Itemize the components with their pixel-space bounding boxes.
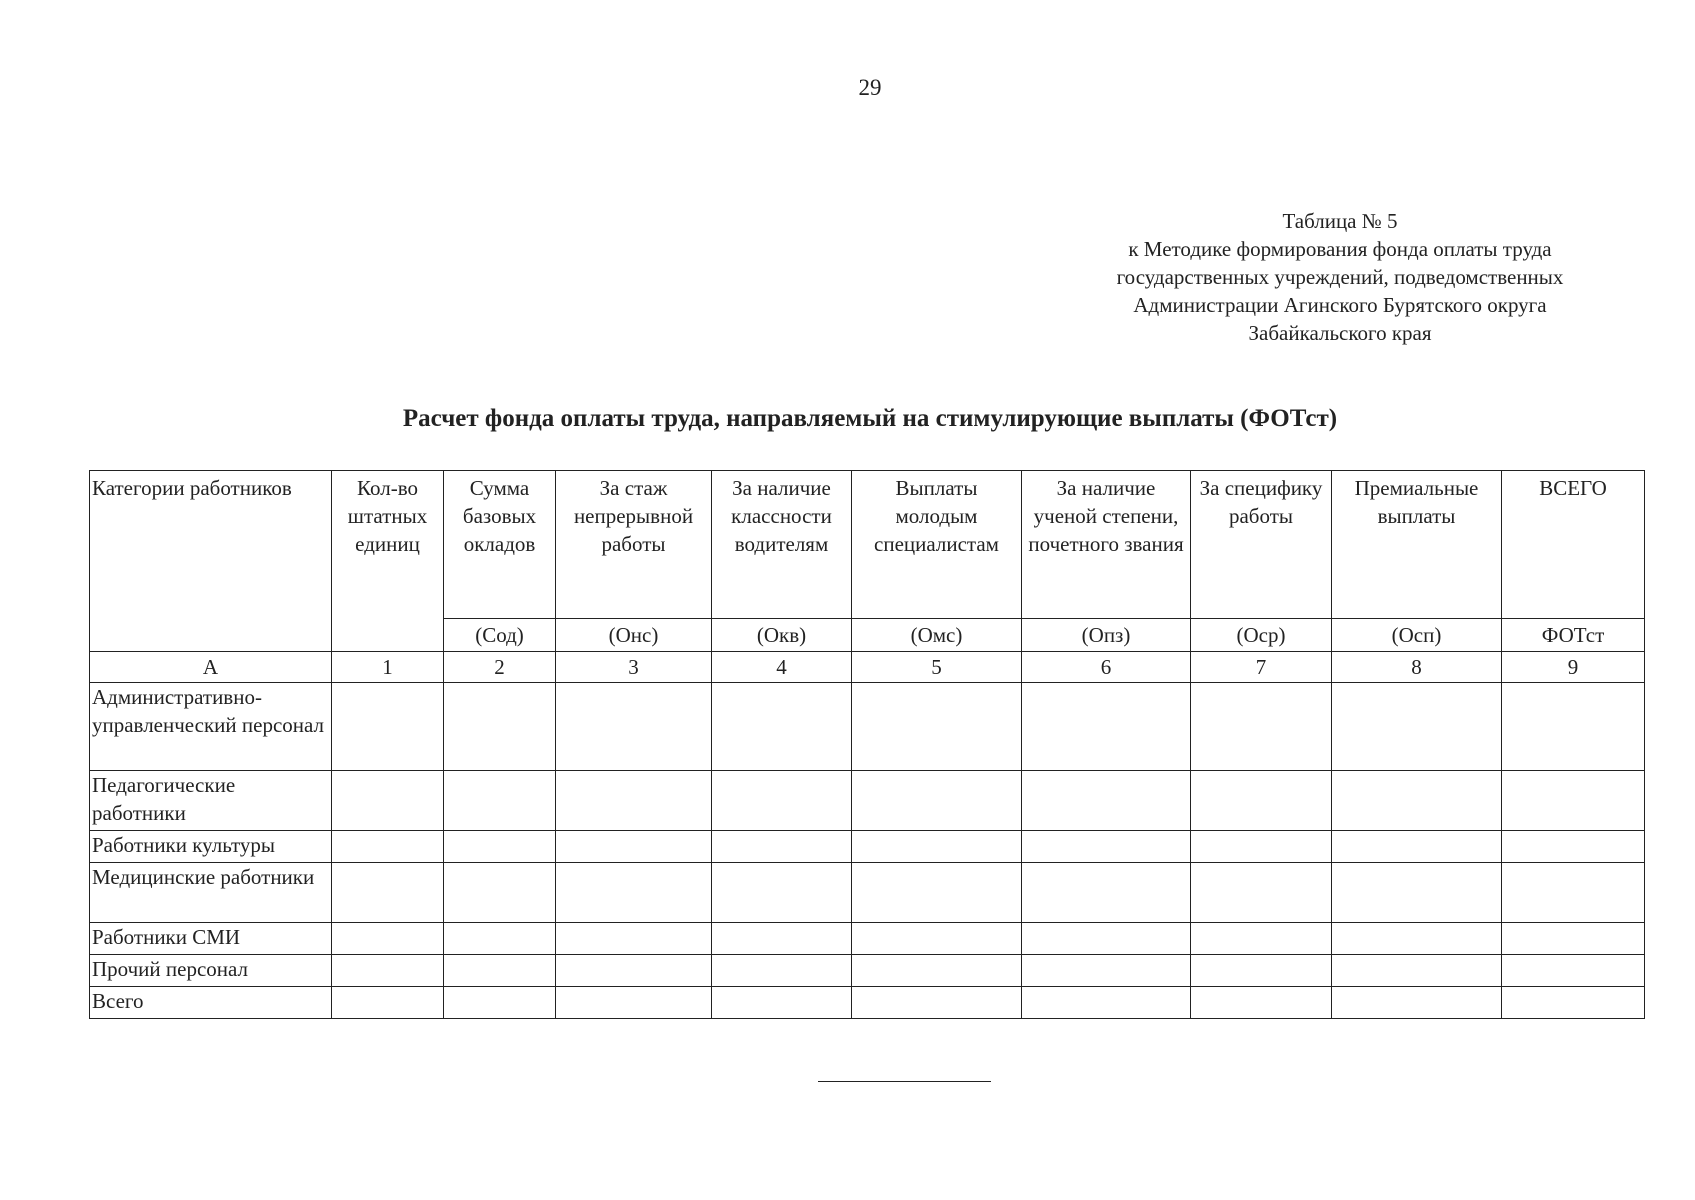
empty-cell: [712, 923, 852, 955]
header-code-cell: ФОТст: [1502, 619, 1645, 652]
empty-cell: [1502, 955, 1645, 987]
empty-cell: [1022, 987, 1191, 1019]
empty-cell: [444, 987, 556, 1019]
column-number-cell: 3: [556, 652, 712, 683]
column-number-cell: 6: [1022, 652, 1191, 683]
column-number-cell: 2: [444, 652, 556, 683]
empty-cell: [1022, 923, 1191, 955]
empty-cell: [556, 987, 712, 1019]
empty-cell: [712, 863, 852, 923]
empty-cell: [332, 863, 444, 923]
column-number-cell: 4: [712, 652, 852, 683]
header-code-cell: (Онс): [556, 619, 712, 652]
category-cell: Прочий персонал: [90, 955, 332, 987]
empty-cell: [1332, 771, 1502, 831]
column-number-cell: А: [90, 652, 332, 683]
header-code-cell: (Омс): [852, 619, 1022, 652]
empty-cell: [1502, 987, 1645, 1019]
empty-cell: [1502, 923, 1645, 955]
empty-cell: [444, 863, 556, 923]
empty-cell: [556, 683, 712, 771]
header-code-cell: [90, 619, 332, 652]
empty-cell: [332, 923, 444, 955]
empty-cell: [1022, 831, 1191, 863]
table-row: [90, 831, 1645, 863]
category-cell: Медицинские работники: [90, 863, 332, 923]
appendix-line: государственных учреждений, подведомственных: [1116, 265, 1564, 289]
empty-cell: [556, 863, 712, 923]
table-row: [90, 923, 1645, 955]
header-cell: Выплаты молодым специалистам: [852, 471, 1022, 619]
header-code-cell: (Осп): [1332, 619, 1502, 652]
table-row: [90, 771, 1645, 831]
empty-cell: [1332, 863, 1502, 923]
empty-cell: [712, 831, 852, 863]
empty-cell: [1191, 771, 1332, 831]
empty-cell: [556, 923, 712, 955]
empty-cell: [1191, 955, 1332, 987]
column-number-cell: 5: [852, 652, 1022, 683]
empty-cell: [1191, 987, 1332, 1019]
empty-cell: [1502, 683, 1645, 771]
category-cell: Работники СМИ: [90, 923, 332, 955]
header-cell: Кол-во штатных единиц: [332, 471, 444, 652]
header-cell: За специфику работы: [1191, 471, 1332, 619]
appendix-line: Забайкальского края: [1248, 321, 1432, 345]
empty-cell: [852, 987, 1022, 1019]
empty-cell: [332, 683, 444, 771]
empty-cell: [444, 683, 556, 771]
empty-cell: [1332, 831, 1502, 863]
header-cell: За наличие классности водителям: [712, 471, 852, 619]
empty-cell: [1332, 955, 1502, 987]
empty-cell: [1191, 831, 1332, 863]
payroll-calculation-table: [89, 470, 1645, 1019]
empty-cell: [556, 955, 712, 987]
page-number: 29: [858, 75, 882, 100]
column-number-cell: 7: [1191, 652, 1332, 683]
empty-cell: [712, 955, 852, 987]
empty-cell: [332, 831, 444, 863]
column-number-cell: 8: [1332, 652, 1502, 683]
table-row: [90, 683, 1645, 771]
appendix-line: Таблица № 5: [1282, 209, 1398, 233]
header-cell: За стаж непрерывной работы: [556, 471, 712, 619]
empty-cell: [1022, 863, 1191, 923]
document-title: Расчет фонда оплаты труда, направляемый на стимулирующие выплаты (ФОТст): [402, 405, 1338, 432]
empty-cell: [852, 955, 1022, 987]
empty-cell: [332, 771, 444, 831]
header-code-cell: (Сод): [444, 619, 556, 652]
empty-cell: [1502, 863, 1645, 923]
empty-cell: [444, 955, 556, 987]
header-cell: Премиальные выплаты: [1332, 471, 1502, 619]
table-row: [90, 955, 1645, 987]
column-number-row: [90, 652, 1645, 683]
header-cell: ВСЕГО: [1502, 471, 1645, 619]
empty-cell: [852, 863, 1022, 923]
empty-cell: [332, 955, 444, 987]
appendix-line: Администрации Агинского Бурятского округа: [1133, 293, 1547, 317]
category-cell: Педагогические работники: [90, 771, 332, 831]
empty-cell: [712, 683, 852, 771]
category-cell: Работники культуры: [90, 831, 332, 863]
empty-cell: [1022, 771, 1191, 831]
table-row: [90, 987, 1645, 1019]
empty-cell: [1191, 863, 1332, 923]
empty-cell: [852, 923, 1022, 955]
empty-cell: [444, 771, 556, 831]
header-cell: За наличие ученой степени, почетного звания: [1022, 471, 1191, 619]
appendix-note: [1060, 207, 1620, 347]
empty-cell: [332, 987, 444, 1019]
category-cell: Всего: [90, 987, 332, 1019]
header-row: [90, 471, 1645, 619]
header-code-cell: (Опз): [1022, 619, 1191, 652]
empty-cell: [1332, 923, 1502, 955]
empty-cell: [1502, 771, 1645, 831]
header-code-row: [90, 619, 1645, 652]
header-cell: Категории работников: [90, 471, 332, 619]
empty-cell: [1022, 683, 1191, 771]
empty-cell: [1191, 683, 1332, 771]
empty-cell: [556, 831, 712, 863]
header-cell: Сумма базовых окладов: [444, 471, 556, 619]
header-code-cell: (Оср): [1191, 619, 1332, 652]
empty-cell: [444, 923, 556, 955]
empty-cell: [1502, 831, 1645, 863]
empty-cell: [712, 771, 852, 831]
empty-cell: [1332, 683, 1502, 771]
empty-cell: [1332, 987, 1502, 1019]
empty-cell: [852, 831, 1022, 863]
category-cell: Административно-управленческий персонал: [90, 683, 332, 771]
empty-cell: [1022, 955, 1191, 987]
empty-cell: [712, 987, 852, 1019]
column-number-cell: 9: [1502, 652, 1645, 683]
table-row: [90, 863, 1645, 923]
footer-divider: [818, 1081, 991, 1082]
empty-cell: [444, 831, 556, 863]
column-number-cell: 1: [332, 652, 444, 683]
empty-cell: [852, 683, 1022, 771]
empty-cell: [852, 771, 1022, 831]
empty-cell: [556, 771, 712, 831]
header-code-cell: (Окв): [712, 619, 852, 652]
empty-cell: [1191, 923, 1332, 955]
appendix-line: к Методике формирования фонда оплаты труда: [1128, 237, 1552, 261]
